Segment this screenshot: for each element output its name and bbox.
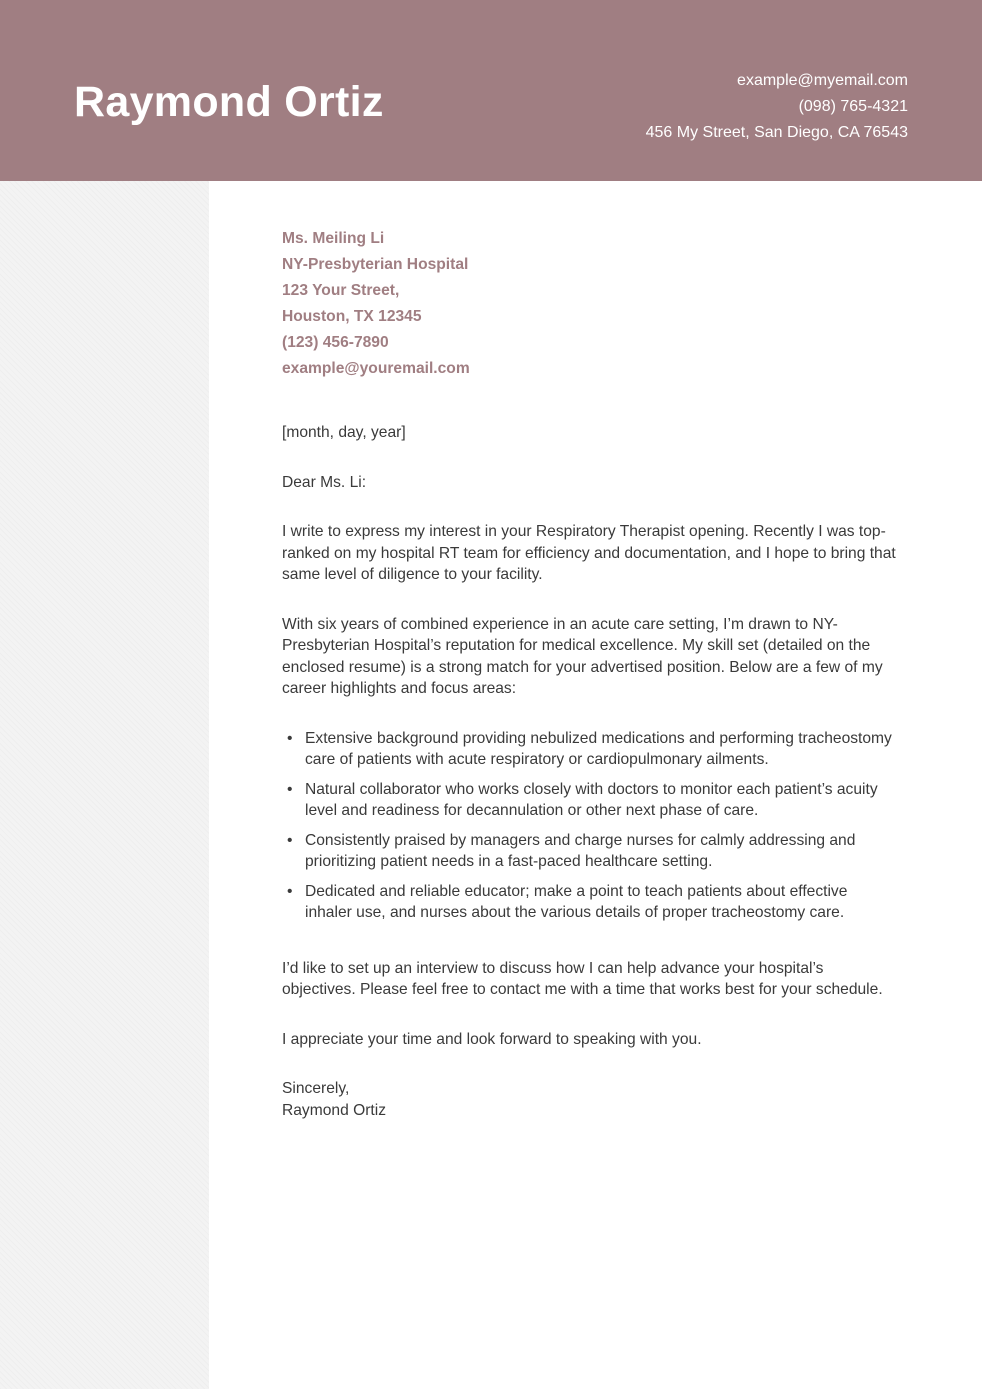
letter-greeting: Dear Ms. Li: (282, 473, 367, 491)
highlight-text: Natural collaborator who works closely with doctors to monitor each patient’s acuity level and readiness for decannulation or other next phase of care. (305, 780, 878, 819)
highlight-text: Dedicated and reliable educator; make a point to teach patients about effective inhaler use, and nurses about the various details of proper tracheostomy care. (305, 882, 848, 921)
bullet-icon: • (287, 831, 293, 849)
applicant-address: 456 My Street, San Diego, CA 76543 (645, 124, 908, 141)
highlight-text: Consistently praised by managers and charge nurses for calmly addressing and prioritizing patient needs in a fast-paced healthcare setting. (305, 831, 856, 870)
applicant-phone: (098) 765-4321 (798, 98, 908, 115)
recipient-street: 123 Your Street, (282, 282, 400, 299)
letter-signoff: Sincerely, (282, 1080, 350, 1097)
list-item (287, 728, 898, 771)
left-sidebar (0, 181, 209, 1389)
applicant-contact (646, 68, 908, 146)
bullet-icon: • (287, 882, 293, 900)
letter-paragraph-thanks: I appreciate your time and look forward to speaking with you. (282, 1030, 702, 1048)
letter-paragraph-interview: I’d like to set up an interview to discuss how I can help advance your hospital’s objectives. Please feel free to contact me with a time that works best for your schedule. (282, 959, 883, 998)
header-banner (0, 0, 982, 181)
list-item (287, 830, 898, 873)
bullet-icon: • (287, 729, 293, 747)
highlights-list (282, 728, 898, 924)
letter-closing (282, 1078, 898, 1121)
applicant-name: Raymond Ortiz (74, 78, 384, 126)
letter-body (282, 226, 898, 1121)
recipient-email[interactable]: example@youremail.com (282, 360, 470, 377)
recipient-phone: (123) 456-7890 (282, 334, 389, 351)
recipient-city: Houston, TX 12345 (282, 308, 422, 325)
list-item (287, 881, 898, 924)
bullet-icon: • (287, 780, 293, 798)
letter-paragraph-intro: I write to express my interest in your Respiratory Therapist opening. Recently I was top-ranked on my hospital RT team for efficiency and documentation, and I hope to bring that same level of diligence to your facility. (282, 523, 896, 583)
recipient-block (282, 226, 898, 382)
recipient-name: Ms. Meiling Li (282, 230, 385, 247)
letter-paragraph-experience: With six years of combined experience in an acute care setting, I’m drawn to NY-Presbyterian Hospital’s reputation for medical excellence. My skill set (detailed on the enclosed resume) is a strong match for your advertised position. Below are a few of my career highlights and focus areas: (282, 615, 883, 697)
recipient-company: NY-Presbyterian Hospital (282, 256, 469, 273)
applicant-email[interactable]: example@myemail.com (737, 72, 908, 89)
letter-signature: Raymond Ortiz (282, 1101, 386, 1119)
letter-date: [month, day, year] (282, 424, 406, 441)
list-item (287, 779, 898, 822)
highlight-text: Extensive background providing nebulized medications and performing tracheostomy care of patients with acute respiratory or cardiopulmonary ailments. (305, 729, 892, 768)
